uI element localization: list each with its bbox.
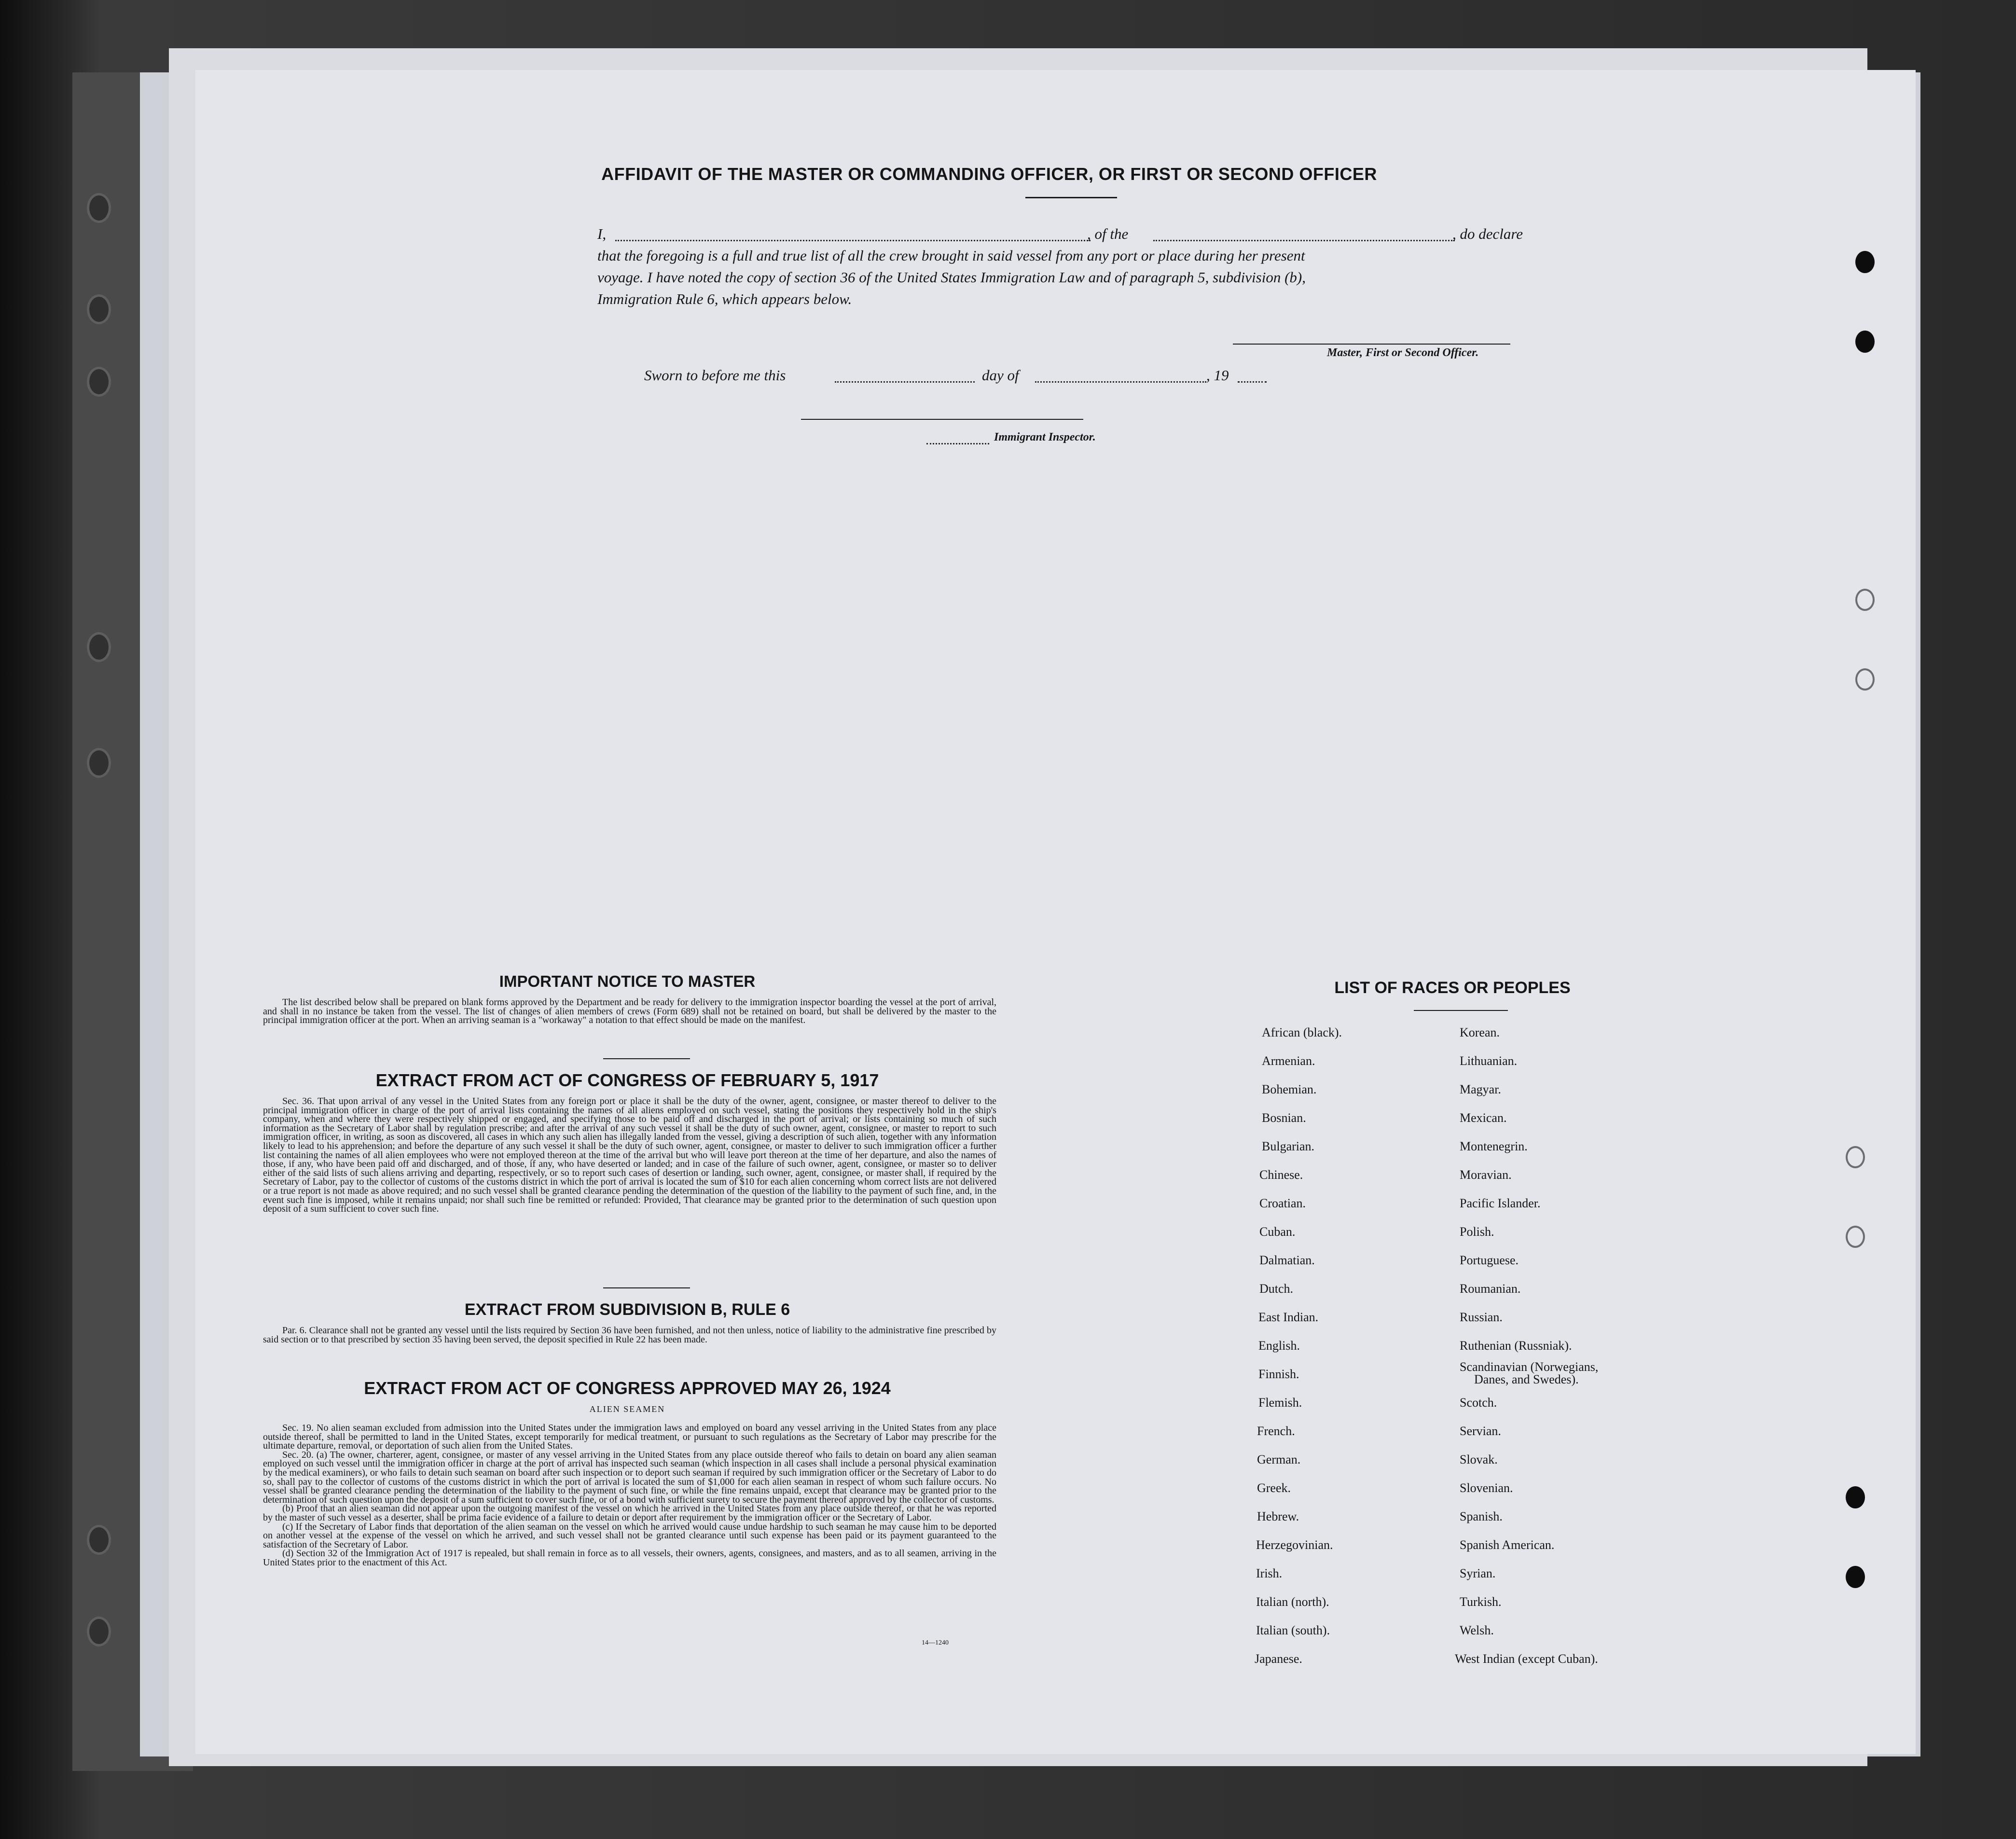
inspector-signature-line[interactable] — [801, 419, 1083, 420]
notice-paragraph: The list described below shall be prepared on blank forms approved by the Department and be ready for delivery to the immigration inspector boarding the vessel at the port of arrival, and shall in no instance be taken from the vessel. The list of changes of alien members of crews (Form 689) shall not be retained on board, but shall be delivered by the master to the principal immigration officer at the port. When an arriving seaman is a "workaway" a notation to that effect should be made on the manifest. — [263, 997, 996, 1026]
month-blank[interactable] — [1035, 381, 1206, 383]
form-number: 14—1240 — [922, 1639, 949, 1646]
binder-hole — [87, 748, 111, 778]
race-item: Croatian. — [1259, 1196, 1306, 1210]
race-item: Japanese. — [1255, 1652, 1302, 1666]
extract1-paragraph: Sec. 36. That upon arrival of any vessel in the United States from any foreign port or place it shall be the duty of the owner, agent, consignee, or master thereof to deliver to the principal immigration officer in charge of the port of arrival lists containing the names of all aliens employed on such vessel, stating the positions they respectively hold in the ship's company, when and where they were respectively shipped or engaged, and specifying those to be paid off and discharged in the port of arrival; or lists containing so much of such information as the Secretary of Labor shall by regulation prescribe; and after the arrival of any such vessel it shall be the duty of such owner, agent, consignee, or master to report to such immigration officer, in writing, as soon as discovered, all cases in which any such alien has illegally landed from the vessel, giving a description of such alien, together with any information likely to lead to his apprehension; and before the departure of any such vessel it shall be the duty of such owner, agent, consignee, or master to deliver to such immigration officer a further list containing the names of all alien employees who were not employed thereon at the time of the arrival but who will leave port thereon at the time of her departure, and also the names of those, if any, who have been paid off and discharged, and of those, if any, who have deserted or landed; and in case of the failure of such owner, agent, consignee, or master so to deliver either of the said lists of such aliens arriving and departing, respectively, or so to report such cases of desertion or landing, such owner, agent, consignee, or master shall, if required by the Secretary of Labor, pay to the collector of customs of the customs district in which the port of arrival is located the sum of $10 for each alien concerning whom correct lists are not delivered or a true report is not made as above required; and no such vessel shall be granted clearance pending the determination of the question of the liability to the payment of such fine, and, in the event such fine is imposed, while it remains unpaid; nor shall such fine be remitted or refunded: Provided, That clearance may be granted prior to the determination of such question upon deposit of a sum sufficient to cover such fine. — [263, 1096, 996, 1215]
extract3-body — [263, 1424, 996, 1567]
year-blank[interactable] — [1238, 381, 1267, 383]
race-item: English. — [1258, 1339, 1300, 1353]
race-item: Italian (north). — [1256, 1595, 1329, 1609]
affidavit-line2: that the foregoing is a full and true list of all the crew brought in said vessel from any port or place during her present — [597, 247, 1305, 264]
race-item — [1460, 1361, 1598, 1386]
race-item: Scotch. — [1460, 1396, 1497, 1410]
race-item: Pacific Islander. — [1460, 1196, 1541, 1210]
race-item: Servian. — [1460, 1424, 1501, 1438]
extract2-paragraph: Par. 6. Clearance shall not be granted any vessel until the lists required by Section 36 have been furnished, and not then unless, notice of liability to the administrative fine prescribed by said section or to that prescribed by section 35 having been served, the deposit specified in Rule 22 has been made. — [263, 1325, 996, 1345]
extract1-title: EXTRACT FROM ACT OF CONGRESS OF FEBRUARY 5, 1917 — [375, 1070, 879, 1090]
day-of-label: day of — [982, 367, 1019, 384]
race-item-line: Scandinavian (Norwegians, — [1460, 1360, 1599, 1374]
binder-hole — [87, 632, 111, 662]
affidavit-i: I, — [597, 225, 607, 242]
section-rule — [603, 1287, 690, 1288]
extract3-paragraph: (b) Proof that an alien seaman did not appear upon the outgoing manifest of the vessel on which he arrived in the United States from any place outside thereof, or that he was reported by the master of such vessel as a deserter, shall be prima facie evidence of a failure to detain or deport after requirement by the immigration officer or the Secretary of Labor. — [263, 1503, 996, 1523]
affidavit-line3: voyage. I have noted the copy of section 36 of the United States Immigration Law and of paragraph 5, subdivision (b), — [597, 269, 1306, 286]
punch-hole — [1855, 331, 1875, 353]
race-item: Italian (south). — [1256, 1623, 1330, 1637]
race-item: Herzegovinian. — [1256, 1538, 1333, 1552]
race-item: Slovenian. — [1460, 1481, 1513, 1495]
inspector-label: Immigrant Inspector. — [994, 431, 1096, 443]
races-title: LIST OF RACES OR PEOPLES — [1334, 979, 1571, 997]
year-label: , 19 — [1206, 367, 1229, 384]
master-signature-line[interactable] — [1233, 344, 1510, 345]
race-item: Hebrew. — [1257, 1509, 1299, 1523]
affidavit-of-the: , of the — [1087, 225, 1129, 242]
race-item: Korean. — [1460, 1025, 1500, 1039]
punch-hole — [1846, 1486, 1865, 1508]
punch-hole — [1846, 1146, 1865, 1168]
punch-hole — [1855, 589, 1875, 611]
binder-hole — [87, 1525, 111, 1555]
race-item: Bosnian. — [1262, 1111, 1306, 1125]
race-item: Lithuanian. — [1460, 1054, 1518, 1068]
race-item: Dutch. — [1259, 1282, 1294, 1296]
name-blank[interactable] — [615, 240, 1091, 241]
section-rule — [603, 1058, 690, 1059]
race-item: Spanish. — [1460, 1509, 1503, 1523]
inspector-dots — [926, 443, 989, 444]
race-item: Syrian. — [1460, 1566, 1496, 1580]
race-item: Bulgarian. — [1262, 1139, 1315, 1153]
punch-hole — [1855, 251, 1875, 273]
race-item: Irish. — [1256, 1566, 1283, 1580]
race-item: East Indian. — [1258, 1310, 1319, 1324]
race-item: Welsh. — [1460, 1623, 1494, 1637]
master-signature-label: Master, First or Second Officer. — [1327, 346, 1479, 359]
extract2-title: EXTRACT FROM SUBDIVISION B, RULE 6 — [464, 1300, 790, 1319]
race-item: Slovak. — [1460, 1452, 1498, 1466]
race-item: Turkish. — [1460, 1595, 1502, 1609]
extract3-title: EXTRACT FROM ACT OF CONGRESS APPROVED MAY 26, 1924 — [364, 1378, 891, 1398]
sworn-label: Sworn to before me this — [644, 367, 786, 384]
race-item: Spanish American. — [1460, 1538, 1555, 1552]
notice-body — [263, 998, 996, 1025]
day-blank[interactable] — [835, 381, 975, 383]
race-item: Chinese. — [1259, 1168, 1303, 1182]
binder-hole — [87, 1617, 111, 1646]
race-item: Moravian. — [1460, 1168, 1512, 1182]
extract3-paragraph: Sec. 19. No alien seaman excluded from admission into the United States under the immigration laws and employed on board any vessel arriving in the United States from any place outside thereof, shall be permitted to land in the United States, except temporarily for medical treatment, or pursuant to such regulations as the Secretary of Labor may prescribe for the ultimate departure, removal, or deportation of such alien from the United States. — [263, 1423, 996, 1452]
race-item: Polish. — [1460, 1225, 1494, 1239]
race-item: Montenegrin. — [1460, 1139, 1528, 1153]
race-item: Armenian. — [1262, 1054, 1315, 1068]
vessel-blank[interactable] — [1153, 240, 1455, 241]
extract3-paragraph: (c) If the Secretary of Labor finds that deportation of the alien seaman on the vessel on which he arrived would cause undue hardship to such seaman he may cause him to be deported on another vessel at the expense of the vessel on which he arrived, and such vessel shall not be granted clearance until such expense has been paid or its payment guaranteed to the satisfaction of the Secretary of Labor. — [263, 1521, 996, 1550]
notice-title: IMPORTANT NOTICE TO MASTER — [499, 972, 756, 990]
race-item: Cuban. — [1259, 1225, 1296, 1239]
race-item: African (black). — [1262, 1025, 1342, 1039]
extract3-paragraph: Sec. 20. (a) The owner, charterer, agent, consignee, or master of any vessel arriving in the United States from any place outside thereof who fails to detain on board any alien seaman employed on such vessel until the immigration officer in charge at the port of arrival has inspected such seaman (which inspection in all cases shall include a personal physical examination by the medical examiners), or who fails to detain such seaman on board after such inspection or to deport such seaman if required by such immigration officer or the Secretary of Labor to do so, shall pay to the collector of customs of the customs district in which the port of arrival is located the sum of $1,000 for each alien seaman in respect of whom such failure occurs. No vessel shall be granted clearance pending the determination of the liability to the payment of such fine, or while the fine remains unpaid, except that clearance may be granted prior to the determination of such question upon the deposit of a sum sufficient to cover such fine, or of a bond with sufficient surety to secure the payment thereof approved by the collector of customs. — [263, 1449, 996, 1505]
affidavit-line4: Immigration Rule 6, which appears below. — [597, 290, 852, 307]
punch-hole — [1846, 1566, 1865, 1588]
race-item: German. — [1257, 1452, 1301, 1466]
punch-hole — [1855, 668, 1875, 691]
race-item: Greek. — [1257, 1481, 1291, 1495]
extract3-subtitle: ALIEN SEAMEN — [589, 1404, 665, 1414]
race-item: Ruthenian (Russniak). — [1460, 1339, 1572, 1353]
race-item: Flemish. — [1258, 1396, 1302, 1410]
race-item: Roumanian. — [1460, 1282, 1521, 1296]
binder-hole — [87, 367, 111, 397]
races-rule — [1414, 1010, 1508, 1011]
race-item-line: Danes, and Swedes). — [1474, 1372, 1579, 1386]
race-item: Mexican. — [1460, 1111, 1507, 1125]
affidavit-title: AFFIDAVIT OF THE MASTER OR COMMANDING OFFICER, OR FIRST OR SECOND OFFICER — [601, 164, 1377, 184]
race-item: Bohemian. — [1262, 1082, 1317, 1096]
race-item: West Indian (except Cuban). — [1455, 1652, 1598, 1666]
race-item: French. — [1257, 1424, 1295, 1438]
extract3-paragraph: (d) Section 32 of the Immigration Act of 1917 is repealed, but shall remain in force as to all vessels, their owners, agents, consignees, and masters, and as to all seamen, arriving in the United States prior to the enactment of this Act. — [263, 1548, 996, 1568]
race-item: Magyar. — [1460, 1082, 1501, 1096]
binder-hole — [87, 294, 111, 324]
extract2-body — [263, 1326, 996, 1344]
race-item: Finnish. — [1258, 1367, 1299, 1381]
binder-hole — [87, 193, 111, 223]
race-item: Portuguese. — [1460, 1253, 1519, 1267]
race-item: Russian. — [1460, 1310, 1503, 1324]
affidavit-declare: , do declare — [1452, 225, 1523, 242]
punch-hole — [1846, 1226, 1865, 1248]
extract1-body — [263, 1097, 996, 1214]
race-item: Dalmatian. — [1259, 1253, 1315, 1267]
title-rule — [1025, 197, 1117, 198]
